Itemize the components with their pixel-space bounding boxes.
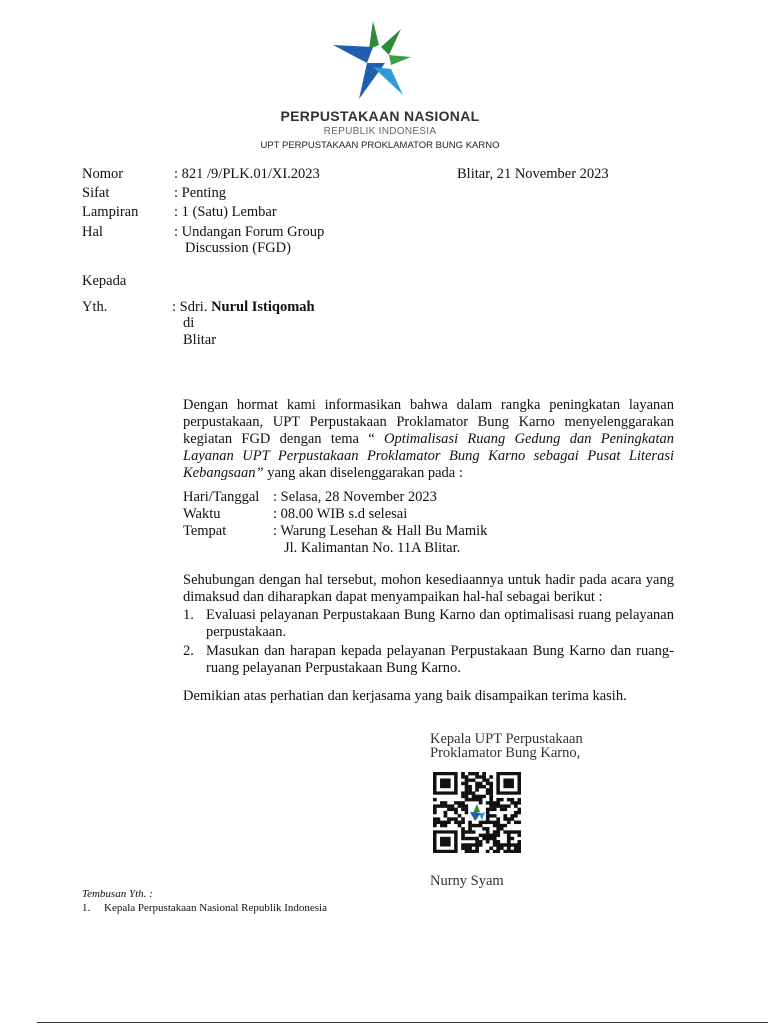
- signatory-title-line1: Kepala UPT Perpustakaan: [430, 731, 583, 747]
- perpusnas-star-logo-icon: [329, 15, 429, 105]
- cc-item: [82, 902, 327, 914]
- recipient-prefix: : Sdri.: [172, 299, 212, 315]
- hal-value-line1: : Undangan Forum Group: [174, 224, 325, 240]
- closing-paragraph: Demikian atas perhatian dan kerjasama yang baik disampaikan terima kasih.: [183, 688, 627, 704]
- day-value: : Selasa, 28 November 2023: [273, 489, 437, 505]
- nomor-label: Nomor: [82, 166, 124, 182]
- list-item-number: 2.: [183, 643, 194, 659]
- list-item: Evaluasi pelayanan Perpustakaan Bung Karno dan optimalisasi ruang pelayanan perpustakaan.: [206, 607, 674, 640]
- cc-item-text: Kepala Perpustakaan Nasional Republik Indonesia: [104, 902, 327, 914]
- org-subtitle: REPUBLIK INDONESIA: [323, 126, 437, 137]
- sifat-label: Sifat: [82, 185, 110, 201]
- nomor-value: : 821 /9/PLK.01/XI.2023: [174, 166, 320, 182]
- org-unit: UPT PERPUSTAKAAN PROKLAMATOR BUNG KARNO: [260, 140, 500, 151]
- qr-code-icon: [433, 772, 521, 853]
- signatory-title-line2: Proklamator Bung Karno,: [430, 745, 581, 761]
- time-label: Waktu: [183, 506, 221, 522]
- recipient-city: Blitar: [183, 332, 217, 348]
- place-address: Jl. Kalimantan No. 11A Blitar.: [284, 540, 461, 556]
- cc-title: Tembusan Yth. :: [82, 888, 153, 900]
- list-item: Masukan dan harapan kepada pelayanan Perpustakaan Bung Karno dan ruang-ruang pelayanan Perpustakaan Bung Karno.: [206, 643, 674, 676]
- hal-value-line2: Discussion (FGD): [185, 240, 291, 256]
- request-paragraph: Sehubungan dengan hal tersebut, mohon kesediaannya untuk hadir pada acara yang dimaksud dan diharapkan dapat menyampaikan hal-hal sebagai berikut :: [183, 572, 674, 605]
- kepada-label: Kepada: [82, 273, 127, 289]
- footer-rule: [37, 1022, 768, 1023]
- lampiran-label: Lampiran: [82, 204, 139, 220]
- org-name: PERPUSTAKAAN NASIONAL: [280, 108, 480, 124]
- list-item-number: 1.: [183, 607, 194, 623]
- place-label: Tempat: [183, 523, 227, 539]
- intro-paragraph: [183, 397, 674, 482]
- intro-end: yang akan diselenggarakan pada :: [263, 465, 463, 481]
- recipient-di: di: [183, 315, 195, 331]
- recipient-name: Nurul Istiqomah: [211, 299, 315, 315]
- intro-text: Dengan hormat kami informasikan bahwa dalam rangka peningkatan layanan perpustakaan, UPT Perpustakaan Proklamator Bung Karno menyelenggarakan kegiatan FGD dengan tema “: [183, 397, 674, 447]
- recipient-line: [172, 299, 315, 316]
- day-label: Hari/Tanggal: [183, 489, 260, 505]
- yth-label: Yth.: [82, 299, 108, 315]
- place-value: : Warung Lesehan & Hall Bu Mamik: [273, 523, 488, 539]
- time-value: : 08.00 WIB s.d selesai: [273, 506, 408, 522]
- hal-label: Hal: [82, 224, 103, 240]
- fgd-theme: Optimalisasi Ruang Gedung dan Peningkatan Layanan UPT Perpustakaan Proklamator Bung Karno sebagai Pusat Literasi Kebangsaan”: [183, 431, 675, 481]
- lampiran-value: : 1 (Satu) Lembar: [174, 204, 277, 220]
- letter-date: Blitar, 21 November 2023: [457, 166, 609, 182]
- sifat-value: : Penting: [174, 185, 226, 201]
- cc-item-number: 1.: [82, 902, 91, 914]
- signatory-name: Nurny Syam: [430, 873, 504, 889]
